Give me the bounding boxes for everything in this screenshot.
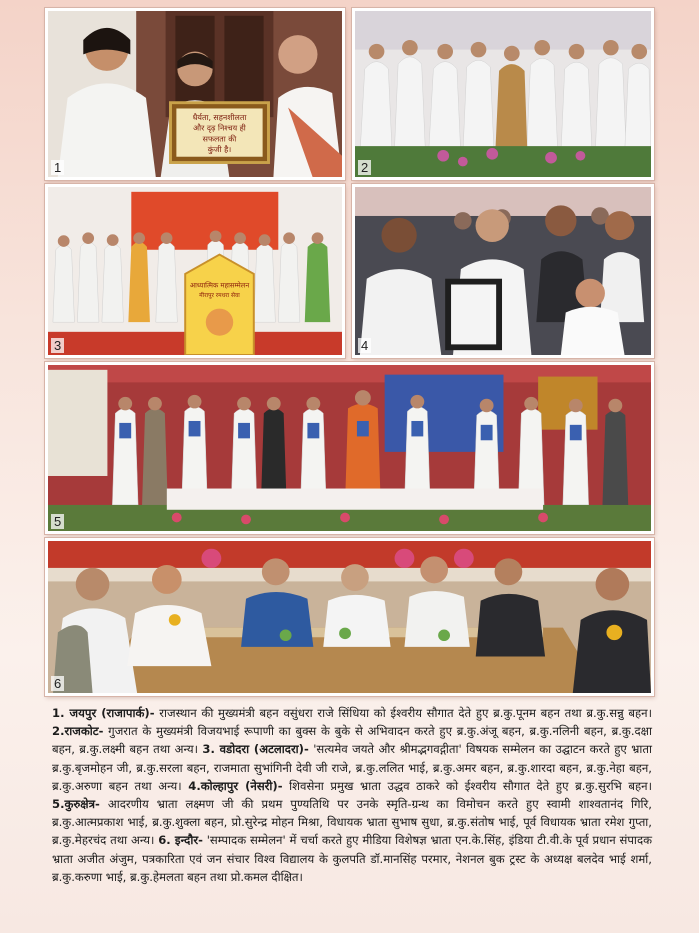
- photo-3-image: [48, 187, 342, 355]
- caption-6-title: 6. इन्दौर-: [158, 833, 203, 848]
- caption-4-text: शिवसेना प्रमुख भ्राता उद्धव ठाकरे को ईश्वरीय सौगात देते हुए ब्र.कु.सुरभि बहन।: [282, 778, 652, 793]
- caption-3-text: 'सत्यमेव जयते और श्रीमद्भगवद्गीता' विषयक सम्मेलन का उद्घाटन करते हुए भ्राता ब्र.कु.बृजमोहन जी, ब्र.कु.सरला बहन, राजमाता सुभांगिनी देवी जी राजे, ब्र.कु.ललित भाई, ब्र.कु.अमर बहन, ब्र.कु.शारदा बहन, ब्र.कु.नेहा बहन, ब्र.कु.अरुणा बहन तथा अन्य।: [52, 742, 652, 793]
- photo-4-image: [355, 187, 651, 355]
- caption-3-title: 3. वडोदरा (अटलादरा)-: [202, 742, 309, 757]
- photo-6-indore: [45, 538, 654, 696]
- photo-2-image: [355, 11, 651, 177]
- plaque-line-1: धैर्यता, सहनशीलता: [192, 113, 247, 123]
- photo-number: 1: [51, 160, 64, 175]
- photo-3-vadodara: [45, 184, 345, 358]
- caption-2-text: गुजरात के मुख्यमंत्री विजयभाई रूपाणी का बुक्स के बुके से अभिवादन करते हुए ब्र.कु.अंजू बहन, ब्र.कु.नलिनी बहन, ब्र.कु.दक्षा बहन, ब्र.कु.लक्ष्मी बहन तथा अन्य।: [52, 724, 652, 757]
- photo-number: 4: [358, 338, 371, 353]
- photo-5-kurukshetra: [45, 362, 654, 534]
- stand-line-2: मीरापुर रमधरा सेवा: [199, 293, 240, 300]
- photo-2-rajkot: [352, 8, 654, 180]
- photo-captions: [52, 704, 652, 886]
- photo-number: 5: [51, 514, 64, 529]
- stand-line-1: आध्यात्मिक महासम्मेलन: [189, 281, 250, 290]
- photo-number: 6: [51, 676, 64, 691]
- caption-1-text: राजस्थान की मुख्यमंत्री बहन वसुंधरा राजे सिंधिया को ईश्वरीय सौगात देते हुए ब्र.कु.पूनम बहन तथा ब्र.कु.सन्नु बहन।: [154, 706, 653, 720]
- photo-number: 2: [358, 160, 371, 175]
- caption-6-text: 'सम्पादक सम्मेलन' में चर्चा करते हुए मीडिया विशेषज्ञ भ्राता एन.के.सिंह, इंडिया टी.वी.के पूर्व प्रधान संपादक भ्राता अजीत अंजुम, पत्रकारिता एवं जन संचार विश्व विद्यालय के कुलपति डॉ.मानसिंह परमार, नेशनल बुक ट्रस्ट के अध्यक्ष बलदेव भाई शर्मा, ब्र.कु.करुणा भाई, ब्र.कु.हेमलता बहन तथा प्रो.कमल दीक्षित।: [52, 833, 653, 884]
- caption-4-title: 4.कोल्हापुर (नेसरी)-: [188, 778, 283, 793]
- plaque-line-4: कुंजी है।: [207, 144, 232, 154]
- photo-1-image: [48, 11, 342, 177]
- photo-4-kolhapur: [352, 184, 654, 358]
- photo-6-image: [48, 541, 651, 693]
- photo-5-image: [48, 365, 651, 531]
- plaque-line-3: सफलता की: [202, 134, 237, 144]
- caption-5-text: आदरणीय भ्राता लक्ष्मण जी की प्रथम पुण्यतिथि पर उनके स्मृति-ग्रन्थ का विमोचन करते हुए स्वामी शाश्वतानंद गिरि, ब्र.कु.आत्मप्रकाश भाई, ब्र.कु.शुक्ला बहन, प्रो.सुरेन्द्र मोहन मिश्रा, विधायक भ्राता सुभाष सुधा, ब्र.कु.संतोष भाई, पूर्व विधायक भ्राता रमेश गुप्ता, ब्र.कु.मेहरचंद तथा अन्य।: [52, 797, 652, 848]
- caption-5-title: 5.कुरुक्षेत्र-: [52, 797, 100, 812]
- photo-1-jaipur: [45, 8, 345, 180]
- photo-number: 3: [51, 338, 64, 353]
- caption-2-title: 2.राजकोट-: [52, 724, 104, 739]
- plaque-line-2: और दृढ़ निश्चय ही: [193, 123, 246, 133]
- caption-1-title: 1. जयपुर (राजापार्क)-: [52, 706, 155, 720]
